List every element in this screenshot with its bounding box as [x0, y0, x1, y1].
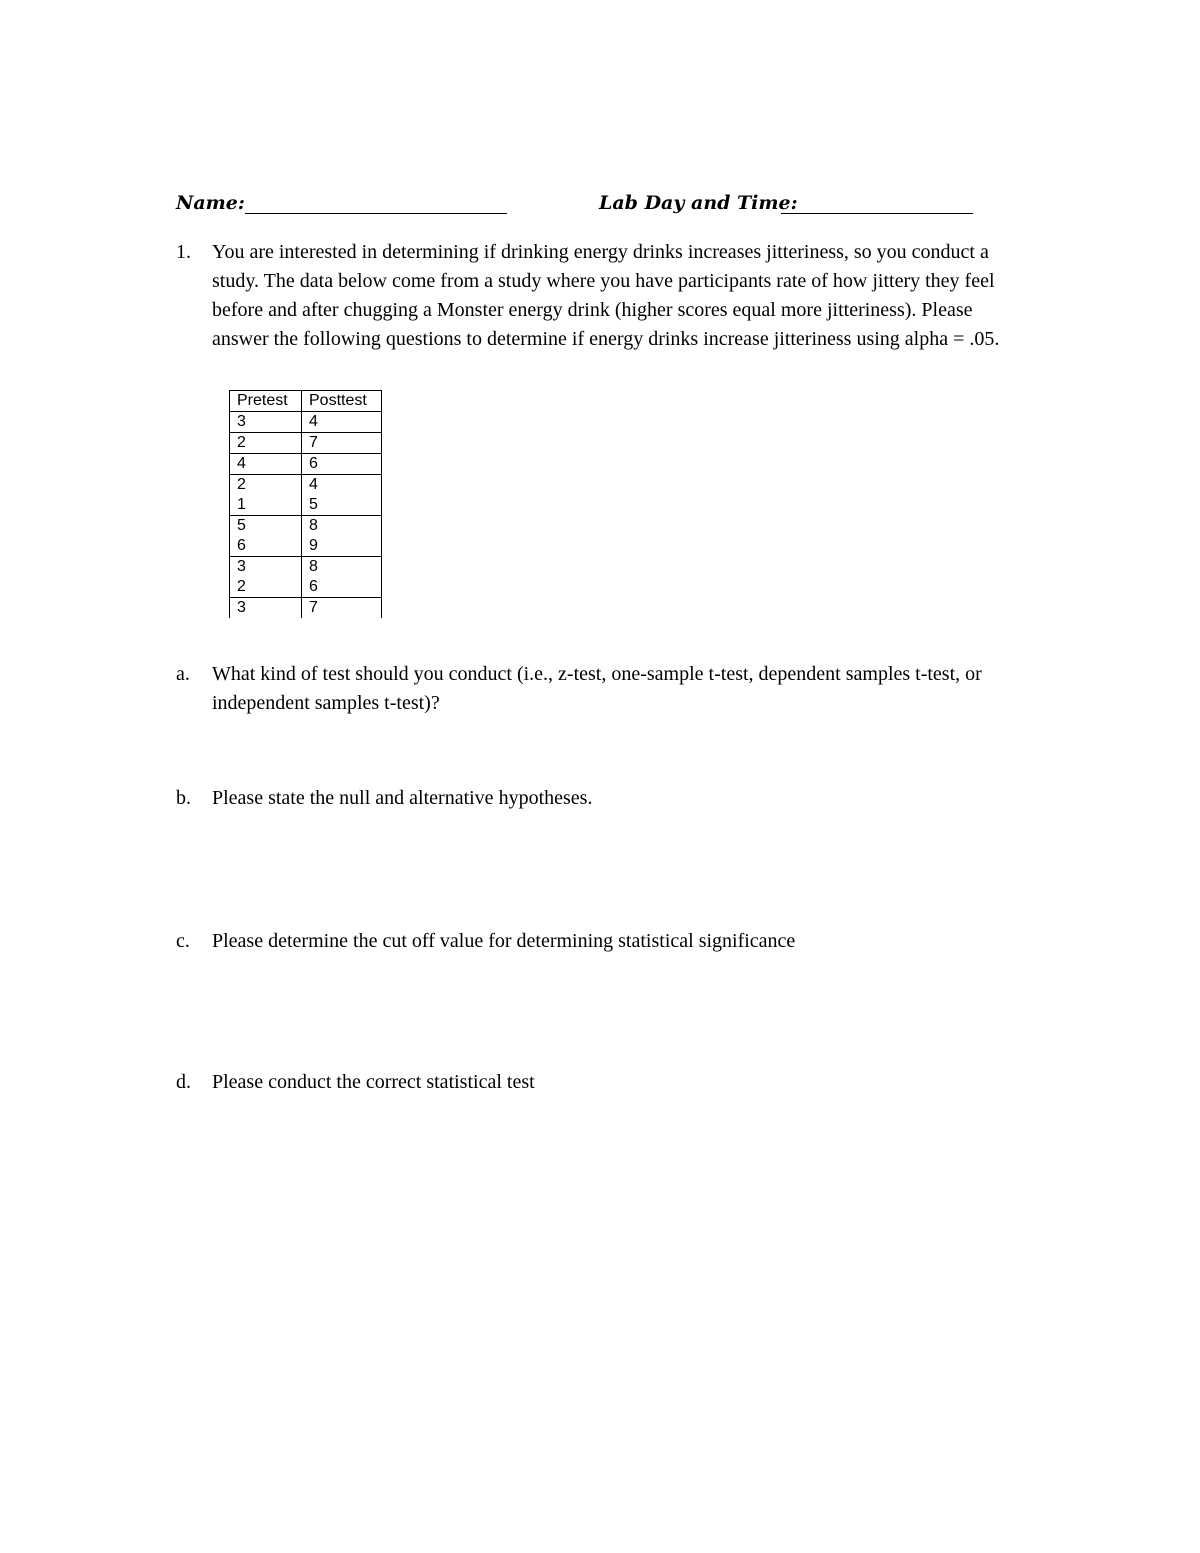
posttest-cell: 5 [302, 495, 382, 516]
pretest-cell: 1 [230, 495, 302, 516]
posttest-cell: 8 [302, 516, 382, 537]
pretest-header: Pretest [230, 391, 302, 412]
posttest-cell: 6 [302, 577, 382, 598]
pretest-cell: 2 [230, 475, 302, 496]
pretest-posttest-table [229, 390, 382, 618]
table-row [230, 577, 382, 598]
posttest-cell: 4 [302, 475, 382, 496]
lab-day-time-label: Lab Day and Time: [599, 192, 798, 214]
lab-day-time-blank-line [781, 213, 973, 214]
name-blank-line [245, 213, 507, 214]
part-b-text: Please state the null and alternative hypotheses. [212, 787, 593, 809]
part-c-text: Please determine the cut off value for determining statistical significance [212, 930, 796, 952]
table-row [230, 516, 382, 537]
posttest-cell: 4 [302, 412, 382, 433]
pretest-cell: 2 [230, 433, 302, 454]
table-row [230, 495, 382, 516]
pretest-cell: 6 [230, 536, 302, 557]
part-a-label: a. [176, 663, 190, 685]
table-row [230, 454, 382, 475]
part-a-text: What kind of test should you conduct (i.e., z-test, one-sample t-test, dependent samples t-test, or independent samples t-test)? [212, 663, 982, 714]
table-row [230, 536, 382, 557]
name-label: Name: [176, 192, 245, 214]
pretest-cell: 4 [230, 454, 302, 475]
question-1-text: You are interested in determining if drinking energy drinks increases jitteriness, so you conduct a study. The data below come from a study where you have participants rate of how jittery they feel before and after chugging a Monster energy drink (higher scores equal more jitteriness). Please answer the following questions to determine if energy drinks increase jitteriness using alpha = .05. [212, 241, 1000, 350]
posttest-cell: 9 [302, 536, 382, 557]
pretest-cell: 3 [230, 557, 302, 578]
table-row [230, 412, 382, 433]
pretest-cell: 3 [230, 412, 302, 433]
table-header-row [230, 391, 382, 412]
pretest-cell: 3 [230, 598, 302, 619]
part-d-label: d. [176, 1071, 191, 1093]
pretest-cell: 2 [230, 577, 302, 598]
part-c-label: c. [176, 930, 190, 952]
table-row [230, 433, 382, 454]
question-1-number: 1. [176, 241, 191, 263]
header-row [0, 190, 1200, 220]
posttest-cell: 8 [302, 557, 382, 578]
posttest-header: Posttest [302, 391, 382, 412]
table-row [230, 475, 382, 496]
part-b-label: b. [176, 787, 191, 809]
pretest-cell: 5 [230, 516, 302, 537]
table-row [230, 557, 382, 578]
posttest-cell: 6 [302, 454, 382, 475]
posttest-cell: 7 [302, 598, 382, 619]
table-row [230, 598, 382, 619]
posttest-cell: 7 [302, 433, 382, 454]
part-d-text: Please conduct the correct statistical test [212, 1071, 535, 1093]
